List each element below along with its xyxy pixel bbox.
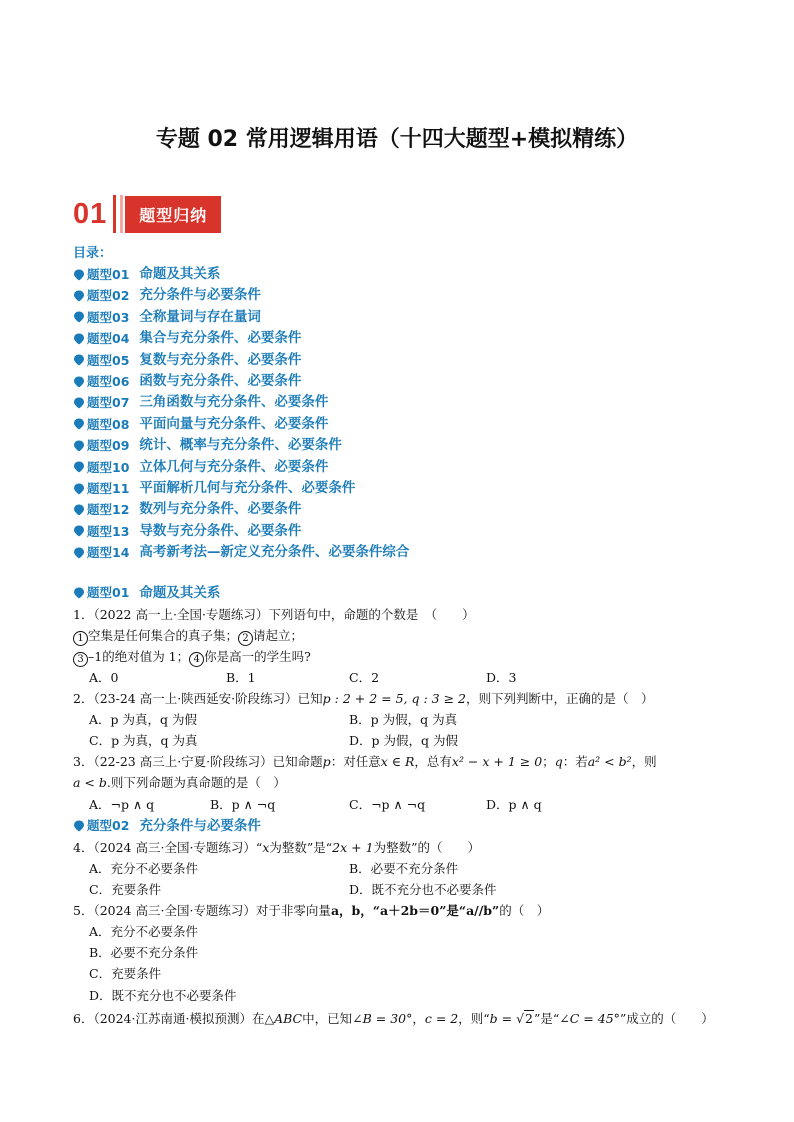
location-pin-icon <box>73 483 85 495</box>
q4-option-c: C．充要条件 <box>89 882 162 897</box>
toc-item-number: 题型10 <box>87 459 130 475</box>
q2-option-c: C．p 为真，q 为真 <box>89 733 198 748</box>
section-banner <box>73 194 221 234</box>
section-number: 题型01 <box>87 585 130 600</box>
q5-stem: 5．（2024 高三·全国·专题练习）对于非零向量a，b，“a＋2b＝0”是“a//b”的（ ） <box>73 903 550 918</box>
q1-option-a: A．0 <box>89 670 119 685</box>
location-pin-icon <box>73 354 85 366</box>
circled-number-4: 4 <box>189 652 204 667</box>
section-heading-02 <box>73 815 261 837</box>
banner-number: 01 <box>73 197 108 230</box>
q3-option-a: A．¬p ∧ q <box>89 797 155 812</box>
q5-option-a: A．充分不必要条件 <box>89 924 199 939</box>
q2-option-a: A．p 为真，q 为假 <box>89 712 197 727</box>
q4-option-a: A．充分不必要条件 <box>89 861 199 876</box>
toc-item-label: 平面向量与充分条件、必要条件 <box>139 415 329 432</box>
toc-item-label: 全称量词与存在量词 <box>139 308 261 325</box>
q2-option-d: D．p 为假，q 为假 <box>349 733 458 748</box>
toc-item-14[interactable] <box>73 542 409 563</box>
toc-item-06[interactable] <box>73 371 409 392</box>
toc-heading: 目录： <box>73 246 113 261</box>
toc-item-label: 三角函数与充分条件、必要条件 <box>139 394 329 411</box>
location-pin-icon <box>73 525 85 537</box>
q3-line2: a < b.则下列命题为真命题的是（ ） <box>73 775 286 790</box>
q1-line2: 1 空集是任何集合的真子集； 2 请起立； <box>73 625 303 646</box>
circled-number-2: 2 <box>238 631 253 646</box>
location-pin-icon <box>73 504 85 516</box>
banner-label: 题型归纳 <box>125 196 221 233</box>
q2-option-b: B．p 为假，q 为真 <box>349 712 458 727</box>
toc-item-09[interactable] <box>73 435 409 456</box>
toc-item-12[interactable] <box>73 499 409 520</box>
location-pin-icon <box>73 547 85 559</box>
location-pin-icon <box>73 333 85 345</box>
toc-item-number: 题型06 <box>87 373 130 389</box>
toc-item-number: 题型12 <box>87 502 130 518</box>
toc-item-label: 充分条件与必要条件 <box>139 287 261 304</box>
location-pin-icon <box>73 587 85 599</box>
toc-item-11[interactable] <box>73 478 409 499</box>
location-pin-icon <box>73 418 85 430</box>
q1-option-c: C．2 <box>349 670 380 685</box>
banner-bar <box>113 195 116 233</box>
location-pin-icon <box>73 311 85 323</box>
q1-option-b: B．1 <box>226 670 256 685</box>
toc-item-02[interactable] <box>73 285 409 306</box>
section-heading-01 <box>73 582 220 604</box>
q1-option-d: D．3 <box>486 670 517 685</box>
toc-item-number: 题型03 <box>87 309 130 325</box>
toc-item-05[interactable] <box>73 350 409 371</box>
location-pin-icon <box>73 397 85 409</box>
toc-item-number: 题型02 <box>87 288 130 304</box>
toc-item-number: 题型14 <box>87 545 130 561</box>
q3-option-c: C．¬p ∧ ¬q <box>349 797 426 812</box>
toc-item-label: 统计、概率与充分条件、必要条件 <box>139 437 342 454</box>
section-title: 命题及其关系 <box>139 585 221 601</box>
q2-stem: 2．（23-24 高一上·陕西延安·阶段练习）已知p : 2 + 2 = 5, q : 3 ≥ 2，则下列判断中，正确的是（ ） <box>73 691 654 706</box>
q4-option-b: B．必要不充分条件 <box>349 861 459 876</box>
toc-item-label: 高考新考法—新定义充分条件、必要条件综合 <box>139 544 410 561</box>
q5-option-d: D．既不充分也不必要条件 <box>89 988 237 1003</box>
toc-item-04[interactable] <box>73 328 409 349</box>
circled-number-1: 1 <box>73 631 88 646</box>
toc-item-07[interactable] <box>73 392 409 413</box>
circled-number-3: 3 <box>73 652 88 667</box>
toc-item-10[interactable] <box>73 457 409 478</box>
document-title: 专题 02 常用逻辑用语（十四大题型+模拟精练） <box>155 127 639 152</box>
q3-stem: 3．（22-23 高三上·宁夏·阶段练习）已知命题p：对任意x ∈ R，总有x² − x + 1 ≥ 0；q：若a² < b²，则 <box>73 754 657 769</box>
banner-bar-light <box>120 195 123 233</box>
toc-item-number: 题型13 <box>87 523 130 539</box>
sqrt-symbol: √ <box>516 1011 525 1026</box>
section-number: 题型02 <box>87 818 130 833</box>
q1-stem: 1．（2022 高一上·全国·专题练习）下列语句中，命题的个数是 （ ） <box>73 607 475 622</box>
toc-item-label: 平面解析几何与充分条件、必要条件 <box>139 479 356 496</box>
toc-item-number: 题型05 <box>87 352 130 368</box>
toc-item-13[interactable] <box>73 521 409 542</box>
toc-item-03[interactable] <box>73 307 409 328</box>
toc-item-label: 复数与充分条件、必要条件 <box>139 351 302 368</box>
location-pin-icon <box>73 440 85 452</box>
location-pin-icon <box>73 820 85 832</box>
q5-option-b: B．必要不充分条件 <box>89 945 199 960</box>
toc-item-label: 导数与充分条件、必要条件 <box>139 522 302 539</box>
q1-line3: 3 –1的绝对值为 1； 4 你是高一的学生吗? <box>73 646 311 667</box>
location-pin-icon <box>73 461 85 473</box>
toc-item-08[interactable] <box>73 414 409 435</box>
toc-item-number: 题型09 <box>87 438 130 454</box>
toc-item-label: 数列与充分条件、必要条件 <box>139 501 302 518</box>
location-pin-icon <box>73 376 85 388</box>
toc-item-number: 题型07 <box>87 395 130 411</box>
location-pin-icon <box>73 269 85 281</box>
toc-item-label: 命题及其关系 <box>139 266 221 282</box>
q4-option-d: D．既不充分也不必要条件 <box>349 882 497 897</box>
toc-item-label: 集合与充分条件、必要条件 <box>139 330 302 347</box>
q6-stem: 6．（2024·江苏南通·模拟预测）在△ABC中，已知∠B = 30°，c = 2，则“b = √2”是“∠C = 45°”成立的（ ） <box>73 1011 714 1026</box>
toc-item-number: 题型08 <box>87 416 130 432</box>
toc-item-number: 题型11 <box>87 480 130 496</box>
section-title: 充分条件与必要条件 <box>139 818 261 834</box>
toc-item-label: 立体几何与充分条件、必要条件 <box>139 458 329 475</box>
q4-stem: 4．（2024 高三·全国·专题练习）“x为整数”是“2x + 1为整数”的（ ） <box>73 840 480 855</box>
toc-item-number: 题型01 <box>87 267 130 282</box>
toc-item-label: 函数与充分条件、必要条件 <box>139 372 302 389</box>
table-of-contents <box>73 243 409 563</box>
toc-item-01[interactable] <box>73 264 409 285</box>
location-pin-icon <box>73 290 85 302</box>
q5-option-c: C．充要条件 <box>89 966 162 981</box>
q3-option-b: B．p ∧ ¬q <box>210 797 276 812</box>
toc-item-number: 题型04 <box>87 331 130 347</box>
q3-option-d: D．p ∧ q <box>486 797 542 812</box>
